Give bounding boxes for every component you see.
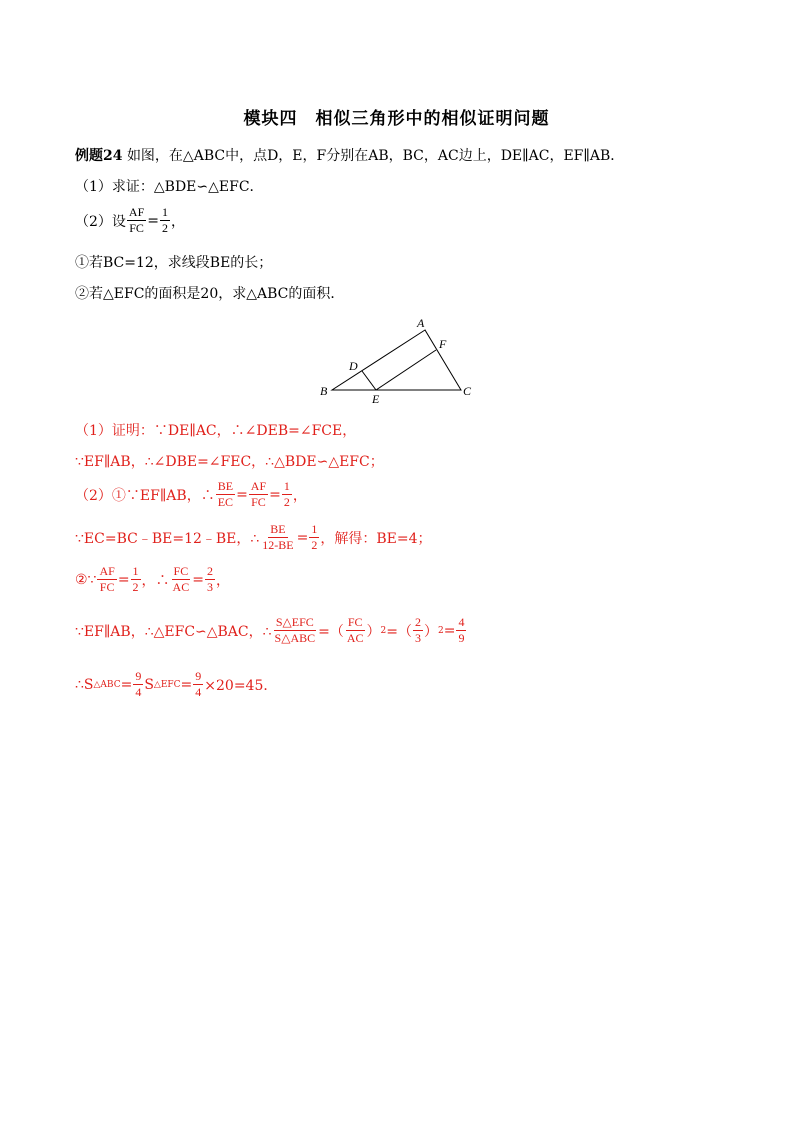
- solution-line-2: ∵EF∥AB，∴∠DBE=∠FEC，∴△BDE∽△EFC；: [75, 454, 384, 470]
- s3-suffix: ，: [292, 487, 307, 504]
- fraction-area-ratio: [273, 616, 318, 645]
- solution-line-6: ∵EF∥AB，∴△EFC∽△BAC，∴ $\frac{\text{S△EFC}}{\text{S△ABC}}$ =（ $\frac{FC}{AC}$ ） 2 =（ $\frac{2}{3}$ ） 2 = $\frac{4}{9}$: [75, 615, 465, 646]
- fraction-numerator: AF: [249, 480, 268, 495]
- s4-suffix: ，解得：BE=4；: [320, 530, 432, 547]
- segment-de: [362, 371, 376, 390]
- s5-suffix: ，: [215, 572, 230, 589]
- fraction-numerator: BE: [216, 480, 235, 495]
- solution-line-7: ∴S △ABC = $\frac{9}{4}$ S △EFC = $\frac{9}{4}$ ×20=45．: [75, 669, 278, 700]
- label-e: E: [372, 392, 380, 406]
- fraction-four-ninths: [456, 616, 466, 645]
- fraction-denominator: FC: [251, 495, 266, 510]
- s7-s: S: [144, 676, 154, 693]
- problem-stem: [75, 145, 624, 165]
- fraction-nine-fourths: [133, 670, 143, 699]
- triangle-figure: [310, 310, 490, 410]
- solution-line-3: （2）①∵EF∥AB，∴ $\frac{BE}{EC}$ = $\frac{AF}{FC}$ = $\frac{1}{2}$ ，: [75, 479, 307, 510]
- fraction-numerator: 1: [282, 480, 292, 495]
- fraction-denominator: 9: [458, 631, 465, 646]
- fraction-denominator: 4: [135, 685, 142, 700]
- s6-prefix: ∵EF∥AB，∴△EFC∽△BAC，∴: [75, 623, 272, 640]
- fraction-nine-fourths: [193, 670, 203, 699]
- subscript-abc: △ABC: [93, 679, 121, 690]
- fraction-numerator: AF: [127, 206, 146, 221]
- label-b: B: [320, 384, 328, 398]
- part2-prefix: （2）设: [75, 213, 126, 230]
- part2-suffix: ，: [171, 213, 185, 230]
- fraction-denominator: 3: [415, 631, 421, 646]
- fraction-numerator: 2: [413, 616, 423, 631]
- s5-prefix: ②∵: [75, 571, 97, 588]
- fraction-af-fc: [97, 565, 116, 594]
- solution-line-4: ∵EC=BC﹣BE=12﹣BE，∴ $\frac{BE}{12-BE}$ = $\frac{1}{2}$ ，解得：BE=4；: [75, 522, 432, 553]
- fraction-denominator: 3: [206, 580, 213, 595]
- fraction-numerator: 9: [133, 670, 143, 685]
- question-1: ①若BC=12，求线段BE的长；: [75, 255, 273, 271]
- solution-line-5: ②∵ $\frac{AF}{FC}$ = $\frac{1}{2}$ ，∴ $\frac{FC}{AC}$ = $\frac{2}{3}$ ，: [75, 564, 230, 595]
- fraction-denominator: AC: [346, 631, 364, 646]
- label-f: F: [439, 337, 447, 351]
- fraction-numerator: S△EFC: [274, 616, 316, 631]
- label-d: D: [349, 359, 358, 373]
- page-title: 模块四 相似三角形中的相似证明问题: [243, 109, 550, 129]
- fraction-one-half: [131, 565, 141, 594]
- fraction-numerator: FC: [346, 616, 365, 631]
- fraction-two-thirds: [413, 616, 423, 645]
- problem-part2: [75, 206, 185, 235]
- part2-eq: =: [147, 212, 159, 229]
- fraction-fc-ac: [171, 565, 192, 594]
- fraction-numerator: BE: [268, 523, 287, 538]
- fraction-denominator: S△ABC: [274, 631, 316, 646]
- fraction-one-half: [160, 206, 170, 235]
- fraction-denominator: 12-BE: [262, 538, 294, 553]
- fraction-denominator: EC: [217, 495, 234, 510]
- fraction-af-fc: [249, 480, 268, 509]
- problem-part1: （1）求证：△BDE∽△EFC．: [75, 179, 264, 195]
- fraction-be-12-be: [260, 523, 295, 552]
- fraction-denominator: 2: [311, 538, 318, 553]
- fraction-denominator: FC: [99, 580, 115, 595]
- exponent: 2: [438, 625, 444, 636]
- fraction-numerator: 9: [193, 670, 203, 685]
- fraction-fc-ac: [345, 616, 366, 645]
- question-2: ②若△EFC的面积是20，求△ABC的面积．: [75, 286, 345, 302]
- exponent: 2: [380, 625, 387, 636]
- fraction-numerator: AF: [97, 565, 116, 580]
- s7-suffix: ×20=45．: [204, 677, 278, 694]
- fraction-numerator: 2: [205, 565, 215, 580]
- fraction-denominator: FC: [129, 221, 144, 236]
- label-a: A: [417, 316, 425, 330]
- problem-label: 例题24: [75, 148, 123, 164]
- s5-mid: ，∴: [141, 572, 170, 589]
- fraction-numerator: 4: [456, 616, 466, 631]
- fraction-denominator: 2: [162, 221, 168, 236]
- fraction-denominator: 4: [195, 685, 202, 700]
- fraction-numerator: 1: [131, 565, 141, 580]
- subscript-efc: △EFC: [153, 679, 181, 690]
- fraction-af-fc: [127, 206, 146, 235]
- s3-prefix: （2）①∵EF∥AB，∴: [75, 487, 215, 504]
- fraction-denominator: 2: [283, 495, 290, 510]
- fraction-numerator: FC: [172, 565, 191, 580]
- fraction-one-half: [282, 480, 292, 509]
- fraction-numerator: 1: [160, 206, 170, 221]
- fraction-one-half: [309, 523, 319, 552]
- fraction-be-ec: [216, 480, 235, 509]
- fraction-denominator: 2: [132, 580, 139, 595]
- label-c: C: [463, 384, 472, 398]
- fraction-denominator: AC: [172, 580, 190, 595]
- s7-prefix: ∴S: [75, 676, 94, 693]
- fraction-numerator: 1: [309, 523, 319, 538]
- s4-prefix: ∵EC=BC﹣BE=12﹣BE，∴: [75, 530, 260, 547]
- fraction-two-thirds: [205, 565, 215, 594]
- problem-stem-text: 如图，在△ABC中，点D，E，F分别在AB，BC，AC边上，DE∥AC，EF∥AB．: [126, 148, 625, 164]
- solution-line-1: （1）证明：∵DE∥AC，∴∠DEB=∠FCE，: [75, 423, 357, 439]
